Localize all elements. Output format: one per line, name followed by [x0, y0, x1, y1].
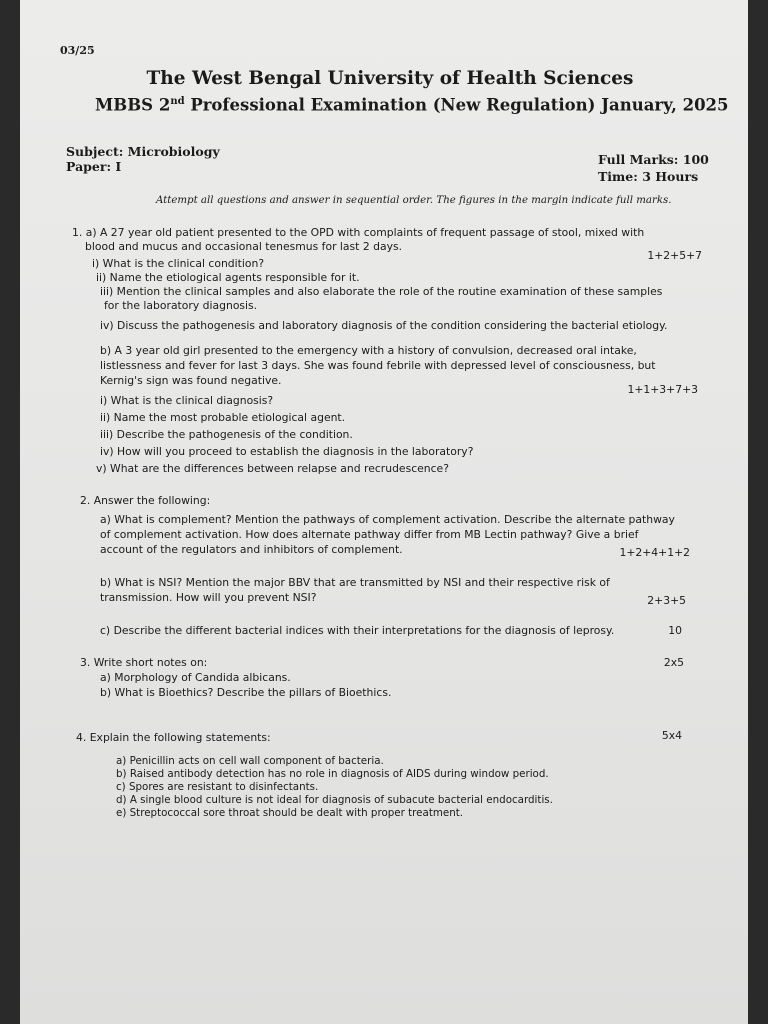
- q1a-i: i) What is the clinical condition?: [92, 257, 265, 270]
- q2b-marks: 2+3+5: [647, 594, 686, 607]
- q2b-line-1: b) What is NSI? Mention the major BBV that are transmitted by NSI and their respective risk of: [100, 576, 610, 589]
- full-marks: Full Marks: 100: [598, 152, 709, 167]
- q2c-line-1: c) Describe the different bacterial indices with their interpretations for the diagnosis of leprosy.: [100, 624, 615, 637]
- q1a-iii-2: for the laboratory diagnosis.: [104, 299, 258, 312]
- q2a-marks: 1+2+4+1+2: [619, 546, 690, 559]
- q4-heading: 4. Explain the following statements:: [76, 731, 271, 744]
- q3a: a) Morphology of Candida albicans.: [100, 671, 291, 684]
- q2b-line-2: transmission. How will you prevent NSI?: [100, 591, 317, 604]
- q4c: c) Spores are resistant to disinfectants.: [116, 781, 319, 793]
- q1b-line-1: b) A 3 year old girl presented to the emergency with a history of convulsion, decreased oral intake,: [100, 344, 637, 357]
- subject: Subject: Microbiology: [66, 144, 220, 159]
- q1a-line-1: 1. a) A 27 year old patient presented to the OPD with complaints of frequent passage of stool, mixed with: [72, 226, 645, 239]
- q4-marks: 5x4: [661, 729, 682, 742]
- q4a: a) Penicillin acts on cell wall component of bacteria.: [116, 755, 384, 767]
- q2a-line-3: account of the regulators and inhibitors of complement.: [100, 543, 403, 556]
- q4e: e) Streptococcal sore throat should be dealt with proper treatment.: [116, 807, 464, 819]
- instructions: Attempt all questions and answer in sequential order. The figures in the margin indicate full marks.: [156, 195, 672, 206]
- q1b-iii: iii) Describe the pathogenesis of the condition.: [100, 428, 353, 441]
- university-title: The West Bengal University of Health Sciences: [146, 68, 634, 89]
- q1a-line-2: blood and mucus and occasional tenesmus for last 2 days.: [85, 240, 403, 253]
- q2a-line-1: a) What is complement? Mention the pathways of complement activation. Describe the alternate pathway: [100, 513, 675, 526]
- q4b: b) Raised antibody detection has no role in diagnosis of AIDS during window period.: [116, 768, 549, 780]
- q1a-ii: ii) Name the etiological agents responsible for it.: [96, 271, 360, 284]
- q2c-marks: 10: [668, 624, 682, 637]
- paper-code: 03/25: [60, 44, 95, 57]
- q1b-i: i) What is the clinical diagnosis?: [100, 394, 274, 407]
- q3-heading: 3. Write short notes on:: [80, 656, 208, 669]
- q3-marks: 2x5: [663, 656, 684, 669]
- q1b-line-2: listlessness and fever for last 3 days. She was found febrile with depressed level of consciousness, but: [100, 359, 656, 372]
- q1b-line-3: Kernig's sign was found negative.: [100, 374, 282, 387]
- paper-number: Paper: I: [66, 159, 122, 174]
- q1a-iv: iv) Discuss the pathogenesis and laboratory diagnosis of the condition considering the bacterial etiology.: [100, 319, 668, 332]
- q1b-v: v) What are the differences between relapse and recrudescence?: [96, 462, 449, 475]
- q1a-iii-1: iii) Mention the clinical samples and also elaborate the role of the routine examination of these samples: [100, 285, 663, 298]
- q2a-line-2: of complement activation. How does alternate pathway differ from MB Lectin pathway? Give a brief: [100, 528, 639, 541]
- q1b-marks: 1+1+3+7+3: [627, 383, 698, 396]
- q1b-ii: ii) Name the most probable etiological agent.: [100, 411, 346, 424]
- q3b: b) What is Bioethics? Describe the pillars of Bioethics.: [100, 686, 392, 699]
- exam-title: MBBS 2nd Professional Examination (New Regulation) January, 2025: [95, 95, 729, 115]
- q2-heading: 2. Answer the following:: [80, 494, 211, 507]
- q4d: d) A single blood culture is not ideal for diagnosis of subacute bacterial endocarditis.: [116, 794, 553, 806]
- time: Time: 3 Hours: [598, 169, 699, 184]
- q1b-iv: iv) How will you proceed to establish the diagnosis in the laboratory?: [100, 445, 474, 458]
- q1a-marks: 1+2+5+7: [647, 249, 702, 262]
